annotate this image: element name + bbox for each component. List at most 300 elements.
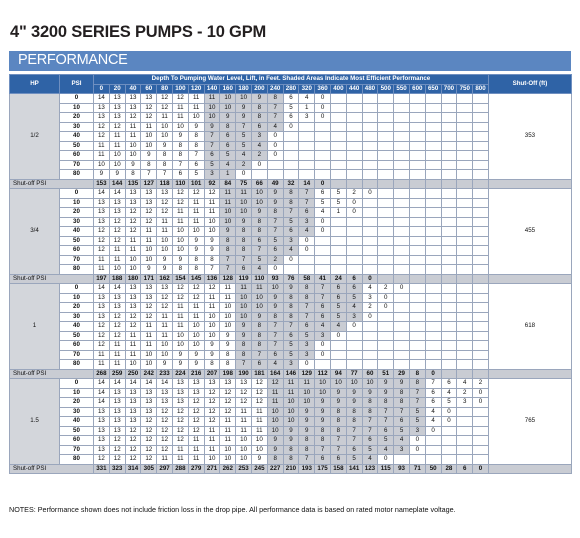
gpm-value: 5 xyxy=(283,217,299,227)
empty-cell xyxy=(394,303,410,313)
psi-value: 80 xyxy=(60,170,94,180)
shutoff-psi-value: 224 xyxy=(172,369,188,379)
gpm-value: 8 xyxy=(283,445,299,455)
depth-value: 440 xyxy=(346,84,362,94)
empty-cell xyxy=(441,303,457,313)
depth-value: 550 xyxy=(394,84,410,94)
gpm-value: 0 xyxy=(267,132,283,142)
empty-cell xyxy=(441,217,457,227)
gpm-value: 12 xyxy=(172,189,188,199)
shutoff-psi-value: 24 xyxy=(330,274,346,284)
table-row xyxy=(10,350,572,360)
shutoff-psi-value: 49 xyxy=(267,179,283,189)
shutoff-psi-value: 288 xyxy=(172,464,188,474)
shutoff-ft-header: Shut-Off (ft) xyxy=(488,75,571,94)
empty-cell xyxy=(362,236,378,246)
gpm-value: 9 xyxy=(251,94,267,104)
gpm-value: 11 xyxy=(204,436,220,446)
gpm-value: 12 xyxy=(204,407,220,417)
gpm-value: 6 xyxy=(283,227,299,237)
gpm-value: 11 xyxy=(172,208,188,218)
empty-cell xyxy=(394,189,410,199)
gpm-value: 13 xyxy=(109,388,125,398)
gpm-value: 8 xyxy=(299,293,315,303)
gpm-value: 11 xyxy=(204,445,220,455)
shutoff-psi-value: 29 xyxy=(394,369,410,379)
empty-cell xyxy=(441,151,457,161)
gpm-value: 10 xyxy=(94,160,110,170)
page-title: 4" 3200 SERIES PUMPS - 10 GPM xyxy=(10,23,267,41)
gpm-value: 8 xyxy=(283,293,299,303)
gpm-value: 9 xyxy=(299,407,315,417)
gpm-value: 8 xyxy=(157,160,173,170)
empty-cell xyxy=(425,198,441,208)
empty-cell xyxy=(457,360,473,370)
gpm-value: 0 xyxy=(315,217,331,227)
gpm-value: 6 xyxy=(315,312,331,322)
gpm-value: 11 xyxy=(220,189,236,199)
gpm-value: 13 xyxy=(94,217,110,227)
gpm-value: 12 xyxy=(94,341,110,351)
gpm-value: 5 xyxy=(236,141,252,151)
gpm-value: 7 xyxy=(425,379,441,389)
gpm-value: 13 xyxy=(188,388,204,398)
gpm-value: 12 xyxy=(94,331,110,341)
shutoff-psi-value: 58 xyxy=(299,274,315,284)
gpm-value: 9 xyxy=(220,331,236,341)
depth-value: 750 xyxy=(457,84,473,94)
empty-cell xyxy=(473,436,489,446)
table-row xyxy=(10,170,572,180)
empty-cell xyxy=(394,151,410,161)
gpm-value: 12 xyxy=(141,417,157,427)
shutoff-psi-value: 233 xyxy=(157,369,173,379)
gpm-value: 13 xyxy=(109,198,125,208)
gpm-value: 12 xyxy=(94,122,110,132)
table-row xyxy=(10,284,572,294)
empty-cell xyxy=(346,141,362,151)
psi-value: 10 xyxy=(60,293,94,303)
gpm-value: 10 xyxy=(315,379,331,389)
gpm-value: 6 xyxy=(425,398,441,408)
gpm-value: 6 xyxy=(267,350,283,360)
gpm-value: 10 xyxy=(220,217,236,227)
gpm-value: 6 xyxy=(315,455,331,465)
empty-cell xyxy=(330,227,346,237)
gpm-value: 6 xyxy=(330,455,346,465)
empty-cell xyxy=(346,113,362,123)
gpm-value: 3 xyxy=(362,293,378,303)
gpm-value: 12 xyxy=(157,208,173,218)
gpm-value: 6 xyxy=(267,246,283,256)
gpm-value: 13 xyxy=(94,417,110,427)
gpm-value: 11 xyxy=(109,141,125,151)
gpm-value: 14 xyxy=(94,284,110,294)
gpm-value: 0 xyxy=(346,322,362,332)
empty-cell xyxy=(441,312,457,322)
gpm-value: 10 xyxy=(204,217,220,227)
gpm-value: 13 xyxy=(157,284,173,294)
empty-cell xyxy=(425,341,441,351)
gpm-value: 0 xyxy=(267,265,283,275)
gpm-value: 10 xyxy=(267,284,283,294)
gpm-value: 9 xyxy=(236,331,252,341)
empty-cell xyxy=(378,236,394,246)
shutoff-psi-value: 84 xyxy=(220,179,236,189)
empty-cell xyxy=(457,341,473,351)
gpm-value: 13 xyxy=(172,398,188,408)
gpm-value: 6 xyxy=(394,417,410,427)
gpm-value: 3 xyxy=(283,360,299,370)
gpm-value: 12 xyxy=(220,407,236,417)
empty-cell xyxy=(473,322,489,332)
empty-cell xyxy=(457,436,473,446)
psi-value: 30 xyxy=(60,217,94,227)
empty-cell xyxy=(394,236,410,246)
psi-value: 40 xyxy=(60,227,94,237)
empty-cell xyxy=(378,350,394,360)
gpm-value: 12 xyxy=(204,189,220,199)
gpm-value: 13 xyxy=(94,303,110,313)
gpm-value: 7 xyxy=(204,141,220,151)
gpm-value: 7 xyxy=(267,341,283,351)
psi-value: 50 xyxy=(60,331,94,341)
empty-cell xyxy=(488,369,571,379)
gpm-value: 5 xyxy=(362,445,378,455)
gpm-value: 11 xyxy=(188,94,204,104)
empty-cell xyxy=(441,445,457,455)
empty-cell xyxy=(457,227,473,237)
empty-cell xyxy=(441,189,457,199)
gpm-value: 13 xyxy=(125,388,141,398)
empty-cell xyxy=(330,265,346,275)
gpm-value: 10 xyxy=(125,151,141,161)
gpm-value: 10 xyxy=(204,103,220,113)
gpm-value: 3 xyxy=(299,113,315,123)
gpm-value: 0 xyxy=(330,331,346,341)
gpm-value: 9 xyxy=(141,151,157,161)
gpm-value: 11 xyxy=(109,246,125,256)
empty-cell xyxy=(315,236,331,246)
gpm-value: 6 xyxy=(172,170,188,180)
gpm-value: 8 xyxy=(220,360,236,370)
gpm-value: 12 xyxy=(109,445,125,455)
empty-cell xyxy=(457,274,473,284)
gpm-value: 11 xyxy=(204,198,220,208)
gpm-value: 10 xyxy=(267,407,283,417)
gpm-value: 9 xyxy=(394,379,410,389)
gpm-value: 10 xyxy=(236,303,252,313)
empty-cell xyxy=(362,179,378,189)
shutoff-psi-value: 14 xyxy=(299,179,315,189)
empty-cell xyxy=(330,350,346,360)
gpm-value: 7 xyxy=(378,417,394,427)
gpm-value: 8 xyxy=(362,398,378,408)
psi-value: 70 xyxy=(60,160,94,170)
gpm-value: 8 xyxy=(251,113,267,123)
gpm-value: 7 xyxy=(315,293,331,303)
gpm-value: 10 xyxy=(220,94,236,104)
gpm-value: 11 xyxy=(109,341,125,351)
shutoff-psi-value: 110 xyxy=(251,274,267,284)
gpm-value: 10 xyxy=(362,379,378,389)
gpm-value: 8 xyxy=(172,151,188,161)
empty-cell xyxy=(441,141,457,151)
gpm-value: 12 xyxy=(157,445,173,455)
gpm-value: 7 xyxy=(188,151,204,161)
empty-cell xyxy=(457,151,473,161)
gpm-value: 0 xyxy=(441,417,457,427)
empty-cell xyxy=(315,151,331,161)
table-row xyxy=(10,132,572,142)
gpm-value: 8 xyxy=(409,379,425,389)
gpm-value: 11 xyxy=(251,426,267,436)
empty-cell xyxy=(441,369,457,379)
depth-value: 400 xyxy=(330,84,346,94)
gpm-value: 13 xyxy=(188,379,204,389)
gpm-value: 13 xyxy=(141,284,157,294)
gpm-value: 11 xyxy=(267,388,283,398)
gpm-value: 0 xyxy=(315,350,331,360)
gpm-value: 8 xyxy=(236,236,252,246)
gpm-value: 13 xyxy=(157,189,173,199)
shutoff-psi-value: 66 xyxy=(251,179,267,189)
gpm-value: 0 xyxy=(409,436,425,446)
empty-cell xyxy=(473,113,489,123)
gpm-value: 4 xyxy=(315,208,331,218)
gpm-value: 13 xyxy=(109,293,125,303)
gpm-value: 11 xyxy=(220,284,236,294)
empty-cell xyxy=(425,208,441,218)
empty-cell xyxy=(457,265,473,275)
empty-cell xyxy=(362,350,378,360)
table-row xyxy=(10,151,572,161)
empty-cell xyxy=(425,284,441,294)
empty-cell xyxy=(315,141,331,151)
shutoff-psi-value: 6 xyxy=(346,274,362,284)
empty-cell xyxy=(457,350,473,360)
shutoff-psi-value: 77 xyxy=(346,369,362,379)
table-row xyxy=(10,122,572,132)
banner-label: PERFORMANCE xyxy=(18,52,128,68)
empty-cell xyxy=(425,322,441,332)
gpm-value: 7 xyxy=(283,208,299,218)
gpm-value: 8 xyxy=(251,217,267,227)
empty-cell xyxy=(457,246,473,256)
empty-cell xyxy=(457,113,473,123)
empty-cell xyxy=(473,189,489,199)
gpm-value: 12 xyxy=(172,198,188,208)
gpm-value: 12 xyxy=(109,322,125,332)
empty-cell xyxy=(346,350,362,360)
shutoff-psi-value: 92 xyxy=(204,179,220,189)
gpm-value: 8 xyxy=(251,227,267,237)
table-row xyxy=(10,322,572,332)
gpm-value: 2 xyxy=(457,388,473,398)
table-row xyxy=(10,426,572,436)
shutoff-ft-value: 618 xyxy=(488,284,571,370)
gpm-value: 12 xyxy=(109,455,125,465)
gpm-value: 12 xyxy=(94,227,110,237)
gpm-value: 7 xyxy=(394,407,410,417)
empty-cell xyxy=(409,103,425,113)
empty-cell xyxy=(409,322,425,332)
gpm-value: 12 xyxy=(94,322,110,332)
empty-cell xyxy=(378,94,394,104)
gpm-value: 10 xyxy=(251,436,267,446)
gpm-value: 4 xyxy=(346,303,362,313)
gpm-value: 14 xyxy=(109,284,125,294)
empty-cell xyxy=(457,160,473,170)
gpm-value: 7 xyxy=(299,455,315,465)
empty-cell xyxy=(394,103,410,113)
gpm-value: 12 xyxy=(125,455,141,465)
gpm-value: 11 xyxy=(141,341,157,351)
shutoff-psi-value: 271 xyxy=(204,464,220,474)
shutoff-psi-value: 190 xyxy=(236,369,252,379)
gpm-value: 13 xyxy=(125,417,141,427)
empty-cell xyxy=(457,179,473,189)
empty-cell xyxy=(346,160,362,170)
depth-value: 800 xyxy=(473,84,489,94)
gpm-value: 9 xyxy=(330,398,346,408)
gpm-value: 12 xyxy=(141,113,157,123)
gpm-value: 12 xyxy=(157,94,173,104)
empty-cell xyxy=(283,141,299,151)
hp-value: 1 xyxy=(10,284,60,370)
gpm-value: 8 xyxy=(220,236,236,246)
empty-cell xyxy=(394,217,410,227)
gpm-value: 5 xyxy=(220,151,236,161)
empty-cell xyxy=(378,170,394,180)
gpm-value: 9 xyxy=(283,426,299,436)
table-row xyxy=(10,255,572,265)
shutoff-psi-value: 93 xyxy=(394,464,410,474)
shutoff-psi-value: 242 xyxy=(141,369,157,379)
gpm-value: 0 xyxy=(283,255,299,265)
empty-cell xyxy=(441,284,457,294)
gpm-value: 13 xyxy=(109,113,125,123)
gpm-value: 9 xyxy=(267,445,283,455)
empty-cell xyxy=(362,246,378,256)
empty-cell xyxy=(394,265,410,275)
empty-cell xyxy=(425,455,441,465)
shutoff-psi-value: 323 xyxy=(109,464,125,474)
shutoff-psi-value: 164 xyxy=(267,369,283,379)
gpm-value: 5 xyxy=(330,312,346,322)
empty-cell xyxy=(425,189,441,199)
empty-cell xyxy=(457,217,473,227)
gpm-value: 10 xyxy=(220,303,236,313)
empty-cell xyxy=(394,246,410,256)
gpm-value: 4 xyxy=(236,151,252,161)
gpm-value: 11 xyxy=(157,113,173,123)
depth-value: 60 xyxy=(141,84,157,94)
empty-cell xyxy=(425,103,441,113)
empty-cell xyxy=(330,94,346,104)
gpm-value: 11 xyxy=(204,426,220,436)
gpm-value: 11 xyxy=(109,360,125,370)
gpm-value: 7 xyxy=(283,322,299,332)
empty-cell xyxy=(409,113,425,123)
gpm-value: 7 xyxy=(220,255,236,265)
empty-cell xyxy=(473,445,489,455)
gpm-value: 8 xyxy=(330,426,346,436)
empty-cell xyxy=(425,293,441,303)
gpm-value: 11 xyxy=(251,417,267,427)
hp-header: HP xyxy=(10,75,60,94)
gpm-value: 10 xyxy=(172,236,188,246)
gpm-value: 12 xyxy=(172,426,188,436)
gpm-value: 10 xyxy=(267,417,283,427)
empty-cell xyxy=(473,151,489,161)
shutoff-psi-value: 141 xyxy=(346,464,362,474)
gpm-value: 13 xyxy=(204,379,220,389)
empty-cell xyxy=(425,350,441,360)
empty-cell xyxy=(362,160,378,170)
table-row xyxy=(10,417,572,427)
psi-value: 60 xyxy=(60,436,94,446)
empty-cell xyxy=(473,122,489,132)
gpm-value: 9 xyxy=(109,170,125,180)
gpm-value: 7 xyxy=(409,388,425,398)
empty-cell xyxy=(473,293,489,303)
gpm-value: 8 xyxy=(299,284,315,294)
gpm-value: 8 xyxy=(188,141,204,151)
gpm-value: 9 xyxy=(251,312,267,322)
gpm-value: 10 xyxy=(283,407,299,417)
gpm-value: 8 xyxy=(172,141,188,151)
shutoff-psi-value: 41 xyxy=(315,274,331,284)
gpm-value: 8 xyxy=(283,312,299,322)
gpm-value: 11 xyxy=(220,417,236,427)
empty-cell xyxy=(457,312,473,322)
gpm-value: 0 xyxy=(441,407,457,417)
gpm-value: 10 xyxy=(236,436,252,446)
gpm-value: 13 xyxy=(125,398,141,408)
empty-cell xyxy=(299,160,315,170)
gpm-value: 13 xyxy=(94,312,110,322)
empty-cell xyxy=(362,151,378,161)
gpm-value: 7 xyxy=(299,198,315,208)
gpm-value: 10 xyxy=(283,417,299,427)
gpm-value: 11 xyxy=(172,455,188,465)
empty-cell xyxy=(315,122,331,132)
gpm-value: 12 xyxy=(188,426,204,436)
gpm-value: 12 xyxy=(188,407,204,417)
gpm-value: 10 xyxy=(157,341,173,351)
gpm-value: 9 xyxy=(378,379,394,389)
empty-cell xyxy=(488,464,571,474)
gpm-value: 8 xyxy=(141,160,157,170)
gpm-value: 11 xyxy=(109,255,125,265)
gpm-value: 0 xyxy=(315,103,331,113)
empty-cell xyxy=(473,132,489,142)
gpm-value: 8 xyxy=(157,151,173,161)
empty-cell xyxy=(441,341,457,351)
shutoff-psi-value: 119 xyxy=(236,274,252,284)
gpm-value: 0 xyxy=(346,198,362,208)
gpm-value: 11 xyxy=(109,350,125,360)
empty-cell xyxy=(441,122,457,132)
gpm-value: 11 xyxy=(172,322,188,332)
shutoff-psi-value: 268 xyxy=(94,369,110,379)
empty-cell xyxy=(378,341,394,351)
empty-cell xyxy=(362,322,378,332)
empty-cell xyxy=(378,189,394,199)
gpm-value: 2 xyxy=(236,160,252,170)
shutoff-psi-value: 198 xyxy=(220,369,236,379)
